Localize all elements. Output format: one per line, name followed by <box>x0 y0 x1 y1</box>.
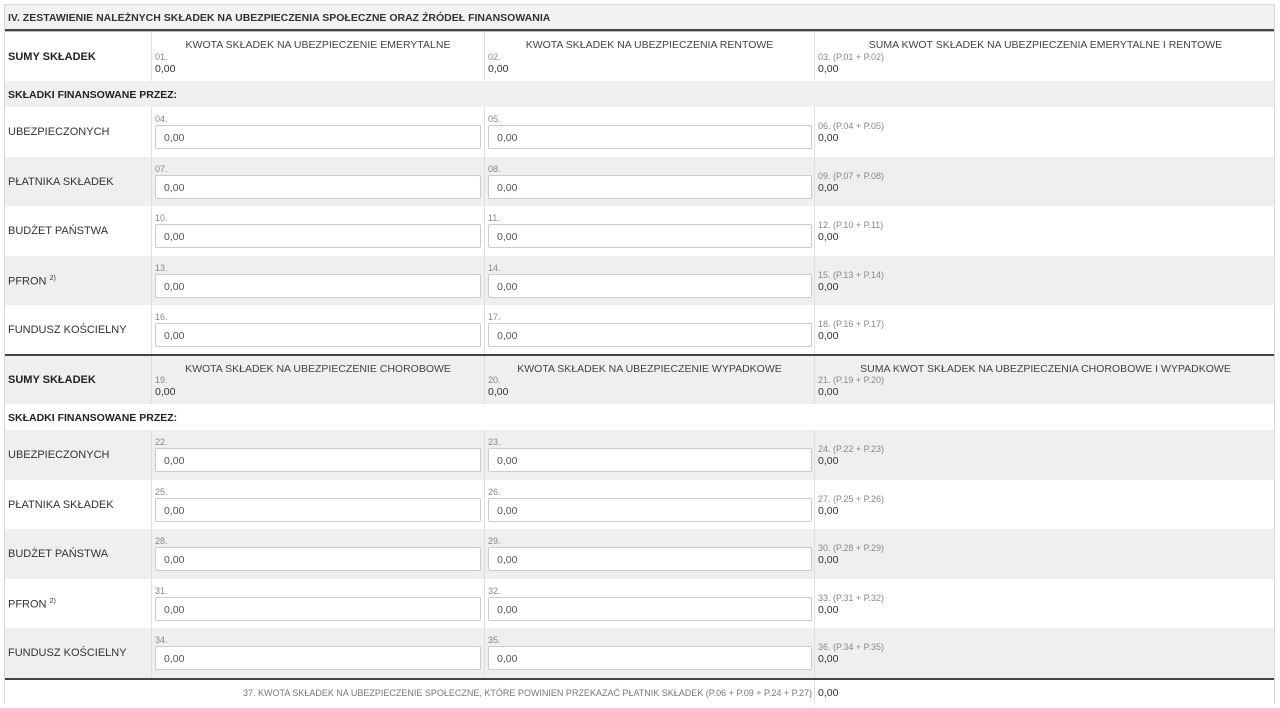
sum-value: 0,00 <box>818 280 839 293</box>
column-divider <box>814 680 815 705</box>
field-number: 36. (P.34 + P.35) <box>818 642 884 653</box>
table-row <box>5 529 1274 579</box>
row-label: UBEZPIECZONYCH <box>8 449 110 461</box>
table-row <box>5 305 1274 355</box>
amount-input[interactable]: 0,00 <box>488 646 812 670</box>
column-header: KWOTA SKŁADEK NA UBEZPIECZENIE CHOROBOWE <box>185 363 451 375</box>
amount-input[interactable]: 0,00 <box>488 547 812 571</box>
table-row <box>5 430 1274 480</box>
sum-value: 0,00 <box>155 386 176 398</box>
column-header: KWOTA SKŁADEK NA UBEZPIECZENIE WYPADKOWE <box>517 363 782 375</box>
field-number: 13. <box>155 262 168 273</box>
footnote-marker: 2) <box>49 597 56 605</box>
field-number: 19. <box>155 375 168 385</box>
field-number: 26. <box>488 486 501 497</box>
sum-label: SUMY SKŁADEK <box>8 51 96 63</box>
field-number: 28. <box>155 536 168 547</box>
field-number: 25. <box>155 486 168 497</box>
table-row <box>5 579 1274 629</box>
field-number: 06. (P.04 + P.05) <box>818 121 884 131</box>
row-label: FUNDUSZ KOŚCIELNY <box>8 647 127 660</box>
field-number: 14. <box>488 262 501 273</box>
column-header: KWOTA SKŁADEK NA UBEZPIECZENIE EMERYTALNE <box>185 39 451 51</box>
field-number: 04. <box>155 114 168 124</box>
field-number: 15. (P.13 + P.14) <box>818 269 884 280</box>
field-number: 11. <box>488 213 500 224</box>
row-label: BUDŻET PAŃSTWA <box>8 225 109 238</box>
section-title: IV. ZESTAWIENIE NALEŻNYCH SKŁADEK NA UBEZPIECZENIA SPOŁECZNE ORAZ ŹRÓDEŁ FINANSOWANIA <box>5 5 1274 31</box>
sum-value: 0,00 <box>818 504 839 517</box>
sum-value: 0,00 <box>488 63 509 75</box>
column-header: SUMA KWOT SKŁADEK NA UBEZPIECZENIA EMERYTALNE I RENTOWE <box>868 39 1223 51</box>
row-label: PFRON $^{2)}$ <box>8 597 56 611</box>
financed-label: SKŁADKI FINANSOWANE PRZEZ: <box>8 412 178 424</box>
amount-input[interactable]: 0,00 <box>155 597 481 621</box>
field-number: 09. (P.07 + P.08) <box>818 170 884 181</box>
sum-value: 0,00 <box>818 386 839 398</box>
footnote-marker: 2) <box>49 274 56 282</box>
table-row <box>5 256 1274 306</box>
field-number: 34. <box>155 635 168 646</box>
amount-input[interactable]: 0,00 <box>155 323 481 347</box>
field-number: 18. (P.16 + P.17) <box>818 319 884 330</box>
sum-value: 0,00 <box>818 132 839 144</box>
field-number: 33. (P.31 + P.32) <box>818 592 884 603</box>
amount-input[interactable]: 0,00 <box>155 547 481 571</box>
amount-input[interactable]: 0,00 <box>488 597 812 621</box>
field-number: 32. <box>488 585 501 596</box>
field-number: 17. <box>488 312 501 323</box>
field-number: 22. <box>155 437 168 447</box>
amount-input[interactable]: 0,00 <box>488 224 812 248</box>
sum-value: 0,00 <box>818 231 839 244</box>
field-number: 08. <box>488 163 501 174</box>
row-label: PŁATNIKA SKŁADEK <box>8 175 114 188</box>
amount-input[interactable]: 0,00 <box>488 175 812 199</box>
sum-value: 0,00 <box>818 330 839 343</box>
total-label: 37. KWOTA SKŁADEK NA UBEZPIECZENIE SPOŁECZNE, KTÓRE POWINIEN PRZEKAZAĆ PŁATNIK SKŁADEK (P.06 + P.09 + P.24 + P.27) <box>243 688 812 698</box>
amount-input[interactable]: 0,00 <box>155 498 481 522</box>
field-number: 31. <box>155 585 168 596</box>
field-number: 02. <box>488 52 501 62</box>
financed-label: SKŁADKI FINANSOWANE PRZEZ: <box>8 89 178 101</box>
amount-input[interactable]: 0,00 <box>155 646 481 670</box>
field-number: 12. (P.10 + P.11) <box>818 220 884 231</box>
table-row <box>5 628 1274 678</box>
table-row <box>5 206 1274 256</box>
field-number: 20. <box>488 375 501 385</box>
sum-value: 0,00 <box>818 181 839 194</box>
row-label: FUNDUSZ KOŚCIELNY <box>8 324 127 337</box>
sum-row <box>5 354 1274 404</box>
sum-label: SUMY SKŁADEK <box>8 374 96 386</box>
sum-value: 0,00 <box>488 386 509 398</box>
field-number: 16. <box>155 312 168 323</box>
sum-value: 0,00 <box>818 554 839 567</box>
row-label: BUDŻET PAŃSTWA <box>8 548 109 561</box>
field-number: 27. (P.25 + P.26) <box>818 493 884 504</box>
amount-input[interactable]: 0,00 <box>488 498 812 522</box>
contributions-form <box>4 4 1275 704</box>
field-number: 03. (P.01 + P.02) <box>818 52 884 62</box>
field-number: 07. <box>155 163 168 174</box>
amount-input[interactable]: 0,00 <box>488 274 812 298</box>
field-number: 29. <box>488 536 501 547</box>
amount-input[interactable]: 0,00 <box>155 224 481 248</box>
amount-input[interactable]: 0,00 <box>155 274 481 298</box>
field-number: 24. (P.22 + P.23) <box>818 444 884 454</box>
column-header: KWOTA SKŁADEK NA UBEZPIECZENIA RENTOWE <box>525 39 774 51</box>
sum-value: 0,00 <box>818 63 839 75</box>
sum-value: 0,00 <box>155 63 176 75</box>
amount-input[interactable]: 0,00 <box>155 175 481 199</box>
table-row <box>5 480 1274 530</box>
field-number: 01. <box>155 52 168 62</box>
sum-value: 0,00 <box>818 455 839 467</box>
field-number: 35. <box>488 635 501 646</box>
amount-input[interactable]: 0,00 <box>488 448 812 472</box>
table-row <box>5 157 1274 207</box>
row-label: PFRON $^{2)}$ <box>8 274 56 288</box>
field-number: 23. <box>488 437 501 447</box>
field-number: 30. (P.28 + P.29) <box>818 543 884 554</box>
amount-input[interactable]: 0,00 <box>155 125 481 149</box>
financed-header <box>5 81 1274 107</box>
sum-value: 0,00 <box>818 603 839 616</box>
sum-value: 0,00 <box>818 653 839 666</box>
row-label: UBEZPIECZONYCH <box>8 126 110 138</box>
field-number: 10. <box>155 213 168 224</box>
field-number: 21. (P.19 + P.20) <box>818 375 884 385</box>
column-header: SUMA KWOT SKŁADEK NA UBEZPIECZENIA CHOROBOWE I WYPADKOWE <box>860 363 1231 375</box>
field-number: 05. <box>488 114 501 124</box>
amount-input[interactable]: 0,00 <box>155 448 481 472</box>
amount-input[interactable]: 0,00 <box>488 323 812 347</box>
table-row <box>5 107 1274 157</box>
total-row <box>5 678 1274 705</box>
sum-row <box>5 31 1274 81</box>
amount-input[interactable]: 0,00 <box>488 125 812 149</box>
row-label: PŁATNIKA SKŁADEK <box>8 498 114 511</box>
total-value: 0,00 <box>818 687 839 699</box>
financed-header <box>5 404 1274 430</box>
